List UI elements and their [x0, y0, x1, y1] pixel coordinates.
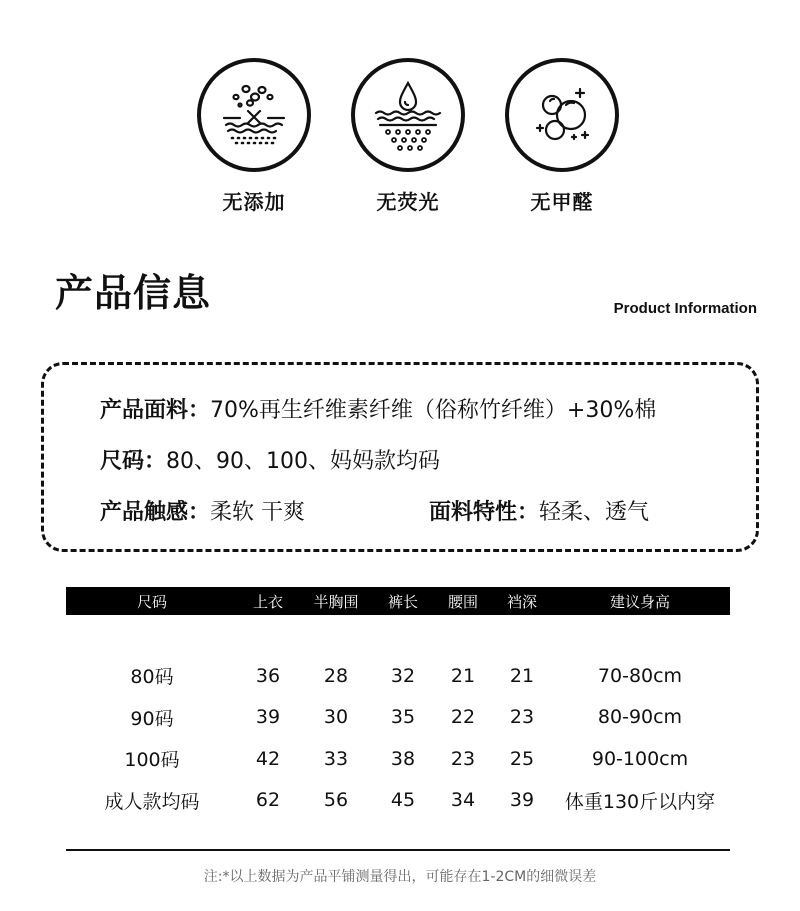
- no-formaldehyde-icon: [522, 75, 602, 155]
- fabric-label: 产品面料：: [100, 398, 211, 423]
- feature-no-additive: [192, 58, 316, 215]
- table-row: [66, 780, 730, 822]
- section-subtitle: Product Information: [613, 300, 757, 317]
- feel-label: 产品触感：: [100, 500, 211, 525]
- size-value: 80、90、100、妈妈款均码: [166, 449, 440, 474]
- table-header-row: [66, 587, 730, 615]
- cell: 80码: [130, 666, 174, 689]
- cell: 39: [509, 789, 535, 812]
- trait-line: [429, 495, 649, 526]
- no-fluorescence-icon: [368, 75, 448, 155]
- cell: 90码: [130, 707, 174, 730]
- measurement-note: 注:*以上数据为产品平铺测量得出，可能存在1-2CM的细微误差: [203, 869, 597, 885]
- cell: 38: [390, 747, 416, 770]
- table-row: [66, 655, 730, 697]
- cell: 33: [323, 747, 349, 770]
- cell: 22: [450, 706, 476, 729]
- no-additive-icon: [214, 75, 294, 155]
- feature-label: 无荧光: [376, 190, 440, 214]
- cell: 90-100cm: [591, 747, 689, 770]
- cell: 30: [323, 706, 349, 729]
- feel-line: [100, 495, 305, 526]
- cell: 42: [255, 747, 281, 770]
- cell: 39: [255, 706, 281, 729]
- header-rise: 裆深: [494, 587, 550, 615]
- table-row: [66, 697, 730, 739]
- header-waist: 腰围: [432, 587, 494, 615]
- cell: 体重130斤以内穿: [564, 790, 716, 813]
- cell: 23: [509, 706, 535, 729]
- cell: 100码: [124, 749, 180, 772]
- cell: 35: [390, 706, 416, 729]
- feature-circle: [197, 58, 311, 172]
- header-pants-length: 裤长: [374, 587, 432, 615]
- cell: 25: [509, 747, 535, 770]
- header-suggested-height: 建议身高: [550, 587, 730, 615]
- trait-label: 面料特性：: [429, 500, 540, 525]
- divider: [66, 849, 730, 851]
- cell: 70-80cm: [597, 664, 683, 687]
- feature-circle: [505, 58, 619, 172]
- size-table: [66, 587, 730, 821]
- fabric-value: 70%再生纤维素纤维（俗称竹纤维）+30%棉: [210, 398, 657, 423]
- cell: 62: [255, 789, 281, 812]
- feature-circle: [351, 58, 465, 172]
- cell: 21: [509, 664, 535, 687]
- header-half-chest: 半胸围: [298, 587, 374, 615]
- cell: 34: [450, 789, 476, 812]
- header-size: 尺码: [66, 587, 238, 615]
- trait-value: 轻柔、透气: [539, 500, 650, 525]
- table-spacer: [66, 615, 730, 655]
- header-top: 上衣: [238, 587, 298, 615]
- feature-label: 无添加: [222, 190, 286, 214]
- size-line: [100, 444, 440, 475]
- product-info-box: [41, 362, 759, 552]
- cell: 45: [390, 789, 416, 812]
- feature-no-formaldehyde: [500, 58, 624, 215]
- cell: 56: [323, 789, 349, 812]
- feature-label: 无甲醛: [530, 190, 594, 214]
- table-row: [66, 738, 730, 780]
- cell: 80-90cm: [597, 706, 683, 729]
- feature-no-fluorescence: [346, 58, 470, 215]
- cell: 21: [450, 664, 476, 687]
- feel-value: 柔软 干爽: [210, 500, 306, 525]
- cell: 成人款均码: [104, 790, 200, 813]
- size-label: 尺码：: [100, 449, 167, 474]
- cell: 28: [323, 664, 349, 687]
- fabric-line: [100, 393, 656, 424]
- section-title: 产品信息: [55, 271, 212, 315]
- cell: 23: [450, 747, 476, 770]
- cell: 32: [390, 664, 416, 687]
- cell: 36: [255, 664, 281, 687]
